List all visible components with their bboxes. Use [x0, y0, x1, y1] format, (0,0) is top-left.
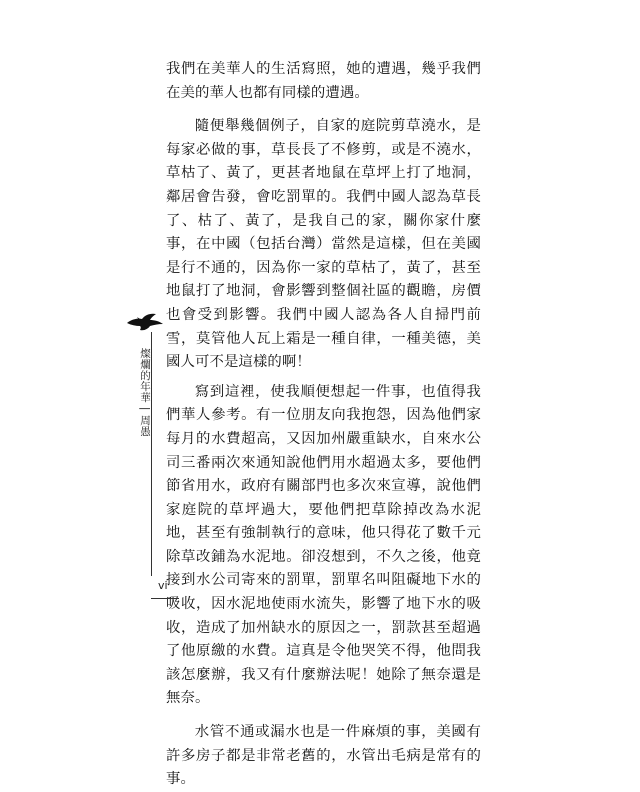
paragraph-lawn-care: 隨便舉幾個例子，自家的庭院剪草澆水，是每家必做的事，草長長了不修剪，或是不澆水，草枯了、黃了，更甚者地鼠在草坪上打了地洞，鄰居會告發，會吃罰單的。我們中國人認為草長了、枯了、黃了，是我自己的家，關你家什麼事，在中國（包括台灣）當然是這樣，但在美國是行不通的，因為你一家的草枯了，黃了，甚至地鼠打了地洞，會影響到整個社區的觀瞻，房價也會受到影響。我們中國人認為各人自掃門前雪，莫管他人瓦上霜是一種自律，一種美德，美國人可不是這樣的啊！	[166, 118, 481, 371]
running-title: 燦爛的年華 | 周愚	[139, 348, 151, 437]
margin-rule	[151, 332, 152, 576]
paragraph-plumbing: 水管不通或漏水也是一件麻煩的事，美國有許多房子都是非常老舊的，水管出毛病是常有的事。	[166, 724, 481, 788]
crow-icon	[126, 311, 164, 333]
page-body	[166, 58, 481, 792]
page-number: vi	[158, 579, 168, 592]
paragraph-continuation: 我們在美華人的生活寫照，她的遭遇，幾乎我們在美的華人也都有同樣的遭遇。	[166, 61, 481, 101]
footer-rule	[151, 598, 179, 599]
paragraph-water-bill: 寫到這裡，使我順便想起一件事，也值得我們華人參考。有一位朋友向我抱怨，因為他們家每月的水費超高，又因加州嚴重缺水，自來水公司三番兩次來通知說他們用水超過太多，要他們節省用水，政府有關部門也多次來宣導，說他們家庭院的草坪過大，要他們把草除掉改為水泥地，甚至有強制執行的意味，他只得花了數千元除草改鋪為水泥地。卻沒想到，不久之後，他竟接到水公司寄來的罰單，罰單名叫阻礙地下水的吸收，因水泥地使雨水流失，影響了地下水的吸收，造成了加州缺水的原因之一，罰款甚至超過了他原繳的水費。這真是令他哭笑不得，他問我該怎麼辦，我又有什麼辦法呢！她除了無奈還是無奈。	[166, 383, 481, 707]
